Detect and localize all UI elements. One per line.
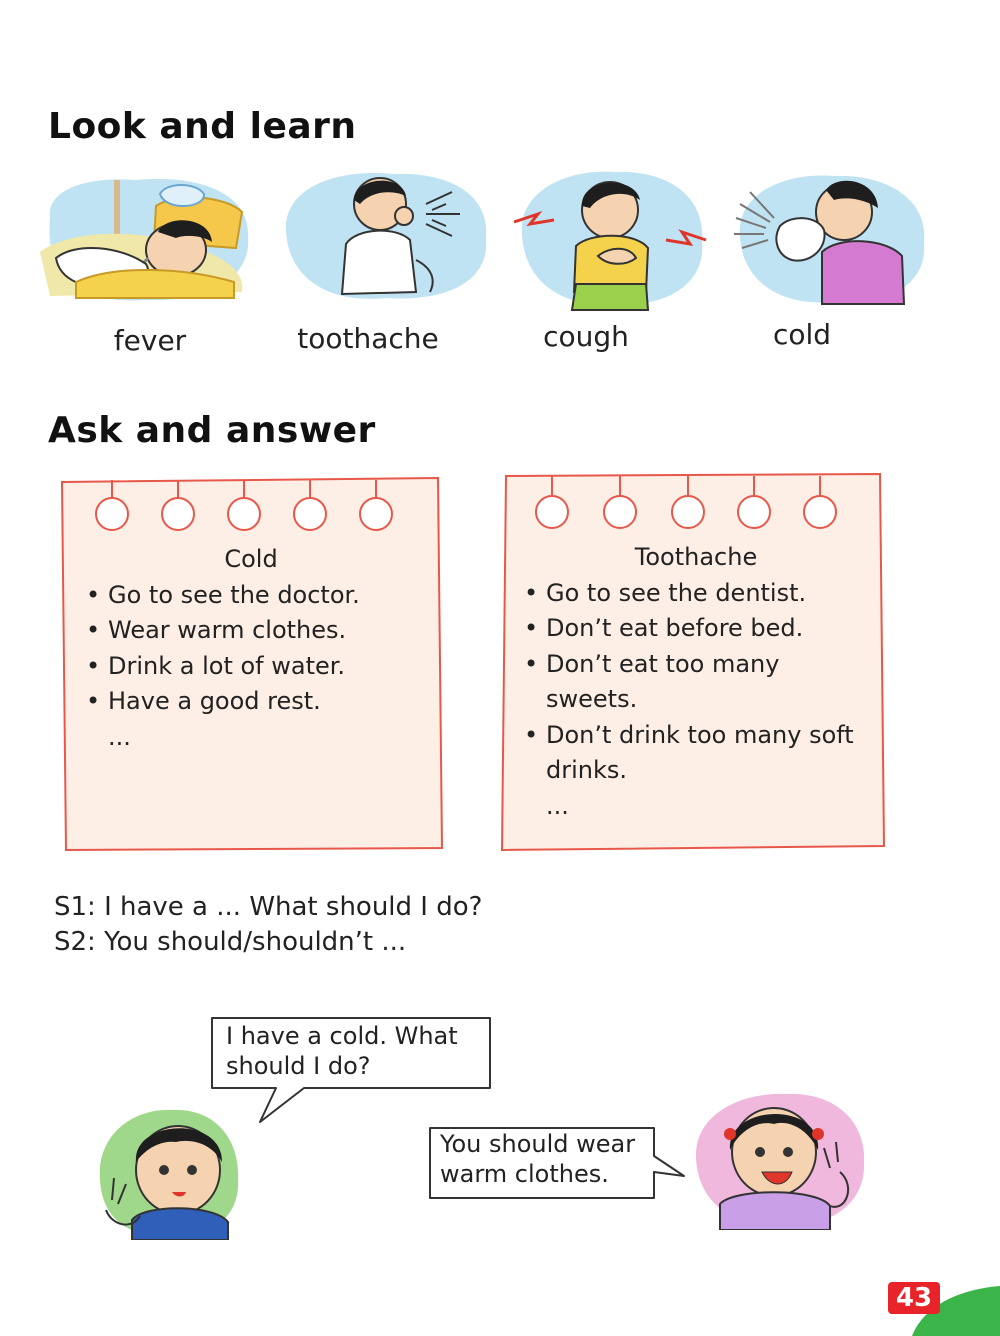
word-cough: cough — [543, 320, 629, 353]
cold-tip: • Wear warm clothes. — [86, 613, 416, 649]
toothache-note-text — [524, 540, 868, 824]
cold-note-title: Cold — [224, 545, 278, 573]
toothache-tip: • Don’t drink too many soft drinks. — [524, 718, 866, 789]
boy-illustration — [92, 1100, 242, 1240]
cold-illustration — [726, 168, 930, 308]
cold-note-text — [86, 542, 416, 755]
cold-tip: • Have a good rest. — [86, 684, 416, 720]
word-cold: cold — [772, 318, 832, 351]
toothache-note-ellipsis: ... — [546, 791, 569, 820]
cold-tip: • Drink a lot of water. — [86, 649, 416, 685]
dialogue-s1: S1: I have a ... What should I do? — [54, 892, 483, 922]
toothache-tip: • Go to see the dentist. — [524, 576, 868, 612]
fever-illustration — [36, 172, 256, 306]
ask-and-answer-heading: Ask and answer — [48, 410, 376, 451]
girl-bubble-text: You should wear warm clothes. — [440, 1130, 636, 1188]
dialogue-s2: S2: You should/shouldn’t ... — [54, 927, 407, 957]
toothache-tip: • Don’t eat too many sweets. — [524, 647, 786, 718]
cold-note-ellipsis: ... — [108, 722, 131, 751]
girl-illustration — [690, 1088, 870, 1230]
look-and-learn-heading: Look and learn — [48, 106, 357, 147]
boy-bubble-text: I have a cold. What should I do? — [226, 1022, 458, 1080]
cold-tip: • Go to see the doctor. — [86, 578, 416, 614]
word-fever: fever — [113, 324, 187, 357]
cough-illustration — [510, 162, 710, 312]
page-number: 43 — [888, 1282, 940, 1314]
toothache-tip: • Don’t eat before bed. — [524, 611, 868, 647]
toothache-note-title: Toothache — [634, 543, 758, 571]
toothache-illustration — [276, 164, 494, 304]
word-toothache: toothache — [297, 322, 439, 355]
